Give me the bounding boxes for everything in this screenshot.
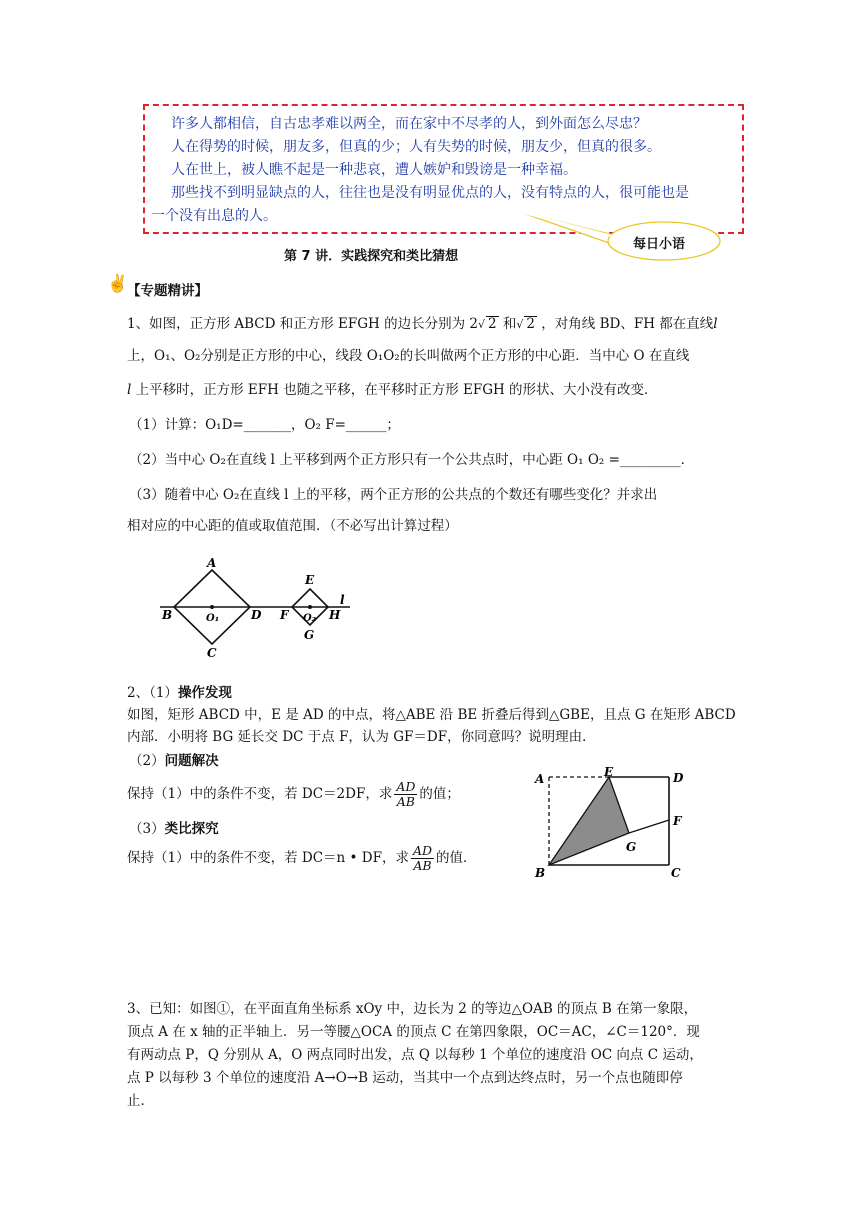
quote-line: 那些找不到明显缺点的人，往往也是没有明显优点的人，没有特点的人，很可能也是: [171, 185, 689, 201]
label-O2: O₂: [303, 613, 317, 624]
q3-line-4: 点 P 以每秒 3 个单位的速度沿 A→O→B 运动，当其中一个点到达终点时，另一个点也随即停: [127, 1070, 683, 1086]
quote-line: 人在世上，被人瞧不起是一种悲哀，遭人嫉妒和毁谤是一种幸福。: [171, 162, 577, 178]
q2-heading-1: 2、（1）操作发现: [127, 685, 232, 701]
quote-line: 一个没有出息的人。: [151, 208, 277, 224]
q1-part-3-line-1: （3）随着中心 O₂在直线 l 上的平移，两个正方形的公共点的个数还有哪些变化？并求出: [129, 487, 658, 503]
q2-line-1: 如图，矩形 ABCD 中，E 是 AD 的中点，将△ABE 沿 BE 折叠后得到△GBE，且点 G 在矩形 ABCD: [127, 707, 736, 723]
q2-part-2: 保持（1）中的条件不变，若 DC＝2DF，求 $\frac{AD}{AB}$ 的值；: [127, 779, 460, 809]
label-D: D: [251, 608, 262, 622]
q1-part-2: （2）当中心 O₂在直线 l 上平移到两个正方形只有一个公共点时，中心距 O₁ O₂ =_________．: [129, 452, 695, 468]
section-header: 【专题精讲】: [127, 283, 208, 299]
label-F: F: [673, 814, 682, 828]
label-B: B: [162, 608, 173, 622]
q3-line-3: 有两动点 P，Q 分别从 A，O 两点同时出发，点 Q 以每秒 1 个单位的速度沿 OC 向点 C 运动，: [127, 1047, 703, 1063]
label-H: H: [329, 608, 341, 622]
q2-part-3: 保持（1）中的条件不变，若 DC＝n • DF，求 $\frac{AD}{AB}$ 的值．: [127, 843, 477, 873]
q1-part-1: （1）计算：O₁D=_______，O₂ F=______；: [129, 417, 400, 433]
q1-squares-figure: [150, 555, 370, 663]
q3-line-5: 止．: [127, 1093, 154, 1109]
quote-line: 许多人都相信，自古忠孝难以两全，而在家中不尽孝的人，到外面怎么尽忠？: [171, 116, 647, 132]
label-O1: O₁: [206, 613, 220, 624]
q1-part-3-line-2: 相对应的中心距的值或取值范围．（不必写出计算过程）: [127, 518, 458, 534]
label-l: l: [340, 593, 345, 607]
q2-heading-3: （3）类比探究: [129, 821, 219, 837]
lecture-title: 第 7 讲．实践探究和类比猜想: [284, 249, 459, 264]
label-A: A: [207, 556, 217, 570]
q1-line-3: l 上平移时，正方形 EFH 也随之平移，在平移时正方形 EFGH 的形状、大小没有改变．: [127, 382, 658, 398]
q2-line-2: 内部．小明将 BG 延长交 DC 于点 F，认为 GF＝DF，你同意吗？说明理由．: [127, 729, 596, 745]
q3-line-1: 3、已知：如图①，在平面直角坐标系 xOy 中，边长为 2 的等边△OAB 的顶点 B 在第一象限，: [127, 1001, 698, 1017]
q3-line-2: 顶点 A 在 x 轴的正半轴上．另一等腰△OCA 的顶点 C 在第四象限，OC＝AC，∠C＝120°．现: [127, 1024, 700, 1040]
victory-hand-icon: ✌: [107, 274, 129, 294]
label-E: E: [305, 573, 315, 587]
callout-bubble: [0, 0, 860, 280]
q2-rectangle-figure: [525, 765, 700, 885]
label-C: C: [207, 646, 217, 660]
label-B: B: [535, 866, 546, 880]
q1-line-1: 1、如图，正方形 ABCD 和正方形 EFGH 的边长分别为 2√ 2 和√ 2 ，对角线 BD、FH 都在直线l: [127, 316, 718, 332]
quote-line: 人在得势的时候，朋友多，但真的少；人有失势的时候，朋友少，但真的很多。: [171, 139, 661, 155]
label-C: C: [671, 866, 681, 880]
q2-heading-2: （2）问题解决: [129, 753, 219, 769]
label-F: F: [280, 608, 289, 622]
q1-line-2: 上，O₁、O₂分别是正方形的中心，线段 O₁O₂的长叫做两个正方形的中心距．当中心 O 在直线: [127, 348, 690, 364]
label-A: A: [535, 772, 545, 786]
label-E: E: [604, 765, 614, 779]
label-G: G: [626, 840, 637, 854]
label-G: G: [304, 628, 315, 642]
label-D: D: [673, 771, 684, 785]
callout-label: 每日小语: [633, 237, 686, 252]
